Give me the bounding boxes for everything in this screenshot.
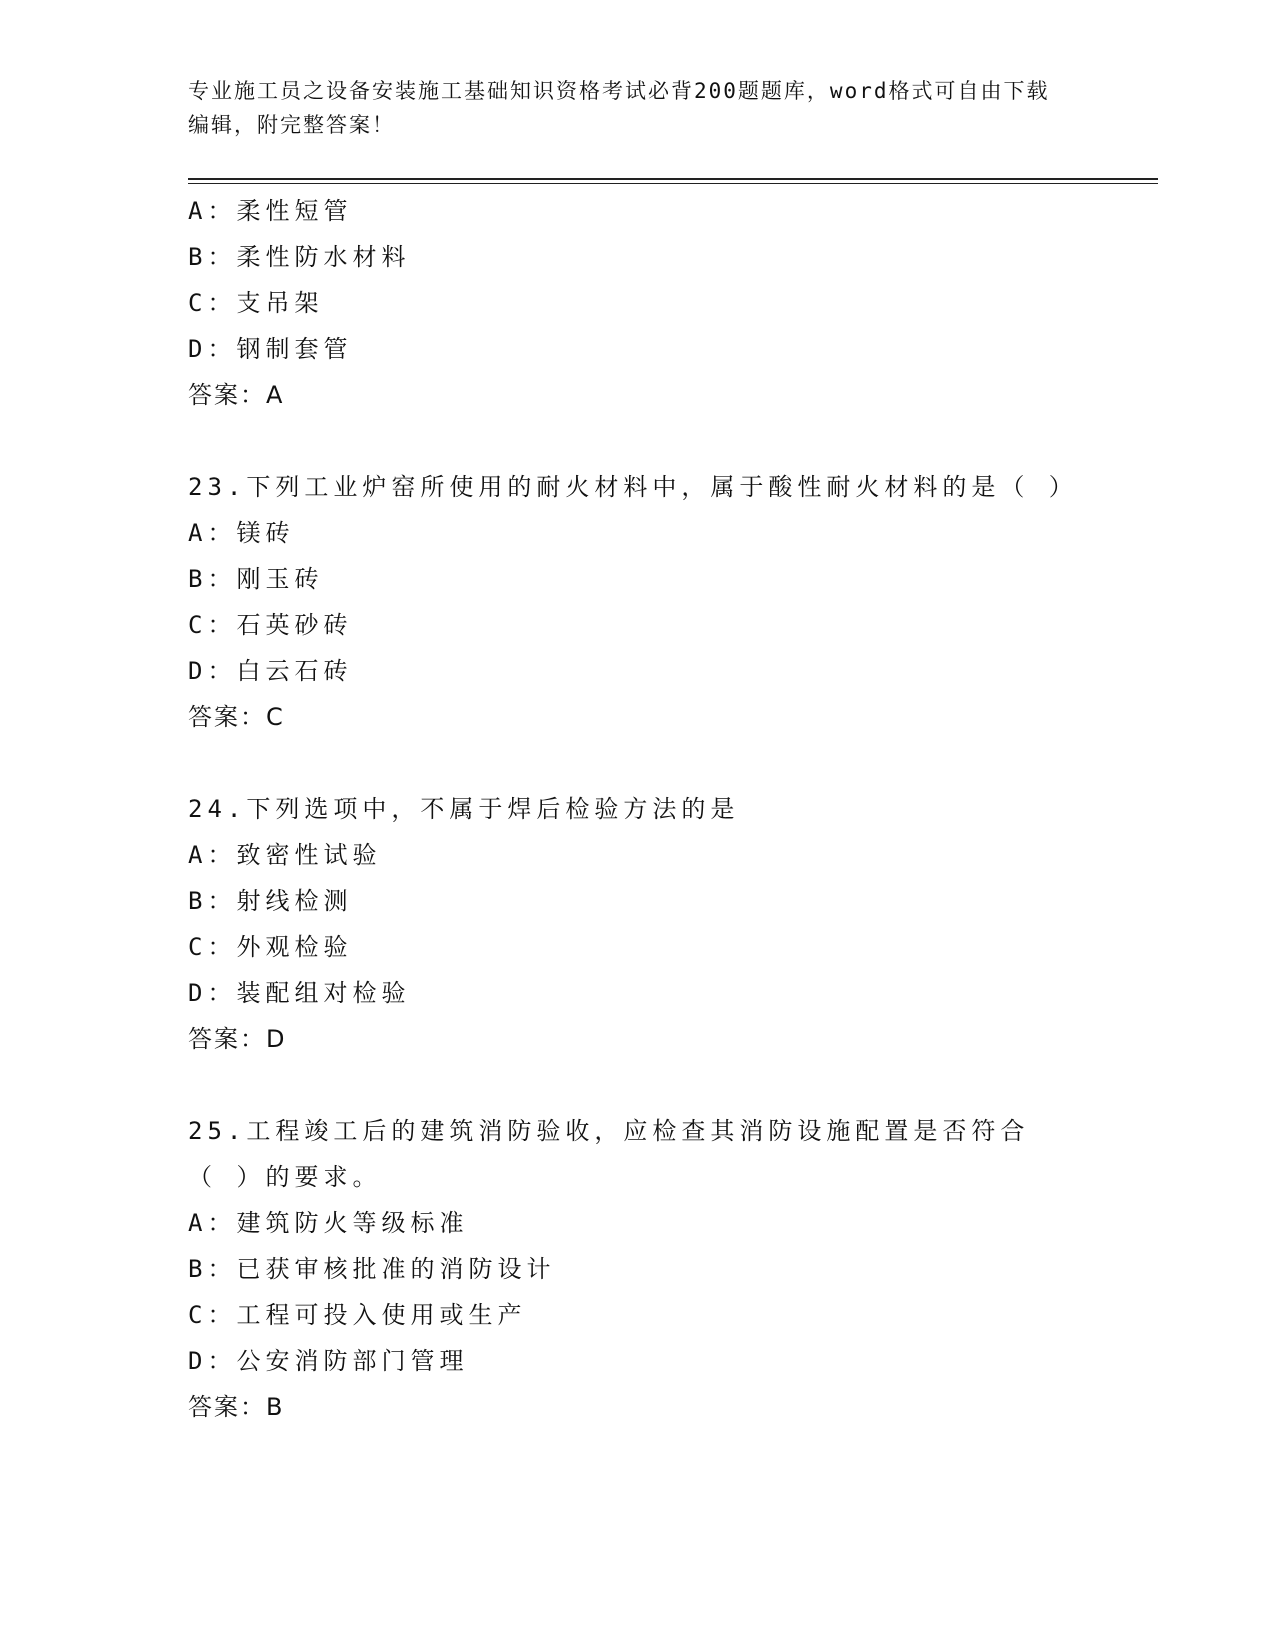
option-a: A：镁砖 bbox=[188, 519, 295, 547]
option-d: D：钢制套管 bbox=[188, 335, 353, 363]
option-d: D：白云石砖 bbox=[188, 657, 353, 685]
question-block bbox=[188, 188, 1088, 418]
option-a: A：建筑防火等级标准 bbox=[188, 1209, 469, 1237]
option-d: D：装配组对检验 bbox=[188, 979, 411, 1007]
option-a: A：柔性短管 bbox=[188, 197, 353, 225]
answer-line: 答案：D bbox=[188, 1025, 287, 1053]
option-c: C：工程可投入使用或生产 bbox=[188, 1301, 527, 1329]
option-b: B：刚玉砖 bbox=[188, 565, 324, 593]
answer-line: 答案：B bbox=[188, 1393, 285, 1421]
question-block bbox=[188, 464, 1088, 740]
document-header: 专业施工员之设备安装施工基础知识资格考试必背200题题库，word格式可自由下载编辑，附完整答案！ bbox=[188, 79, 1050, 137]
option-a: A：致密性试验 bbox=[188, 841, 382, 869]
option-b: B：柔性防水材料 bbox=[188, 243, 411, 271]
question-text: 23.下列工业炉窑所使用的耐火材料中，属于酸性耐火材料的是（ ） bbox=[188, 473, 1078, 501]
option-c: C：支吊架 bbox=[188, 289, 324, 317]
spacer bbox=[188, 1062, 1088, 1108]
question-text: 25.工程竣工后的建筑消防验收，应检查其消防设施配置是否符合（ ）的要求。 bbox=[188, 1117, 1030, 1191]
question-text: 24.下列选项中，不属于焊后检验方法的是 bbox=[188, 795, 740, 823]
answer-line: 答案：A bbox=[188, 381, 285, 409]
option-c: C：外观检验 bbox=[188, 933, 353, 961]
spacer bbox=[188, 418, 1088, 464]
header-divider bbox=[188, 178, 1158, 180]
spacer bbox=[188, 740, 1088, 786]
option-d: D：公安消防部门管理 bbox=[188, 1347, 469, 1375]
question-block bbox=[188, 786, 1088, 1062]
question-block bbox=[188, 1108, 1088, 1430]
header-divider-thin bbox=[188, 183, 1158, 184]
option-b: B：射线检测 bbox=[188, 887, 353, 915]
option-b: B：已获审核批准的消防设计 bbox=[188, 1255, 556, 1283]
question-list bbox=[188, 188, 1088, 1430]
answer-line: 答案：C bbox=[188, 703, 285, 731]
option-c: C：石英砂砖 bbox=[188, 611, 353, 639]
